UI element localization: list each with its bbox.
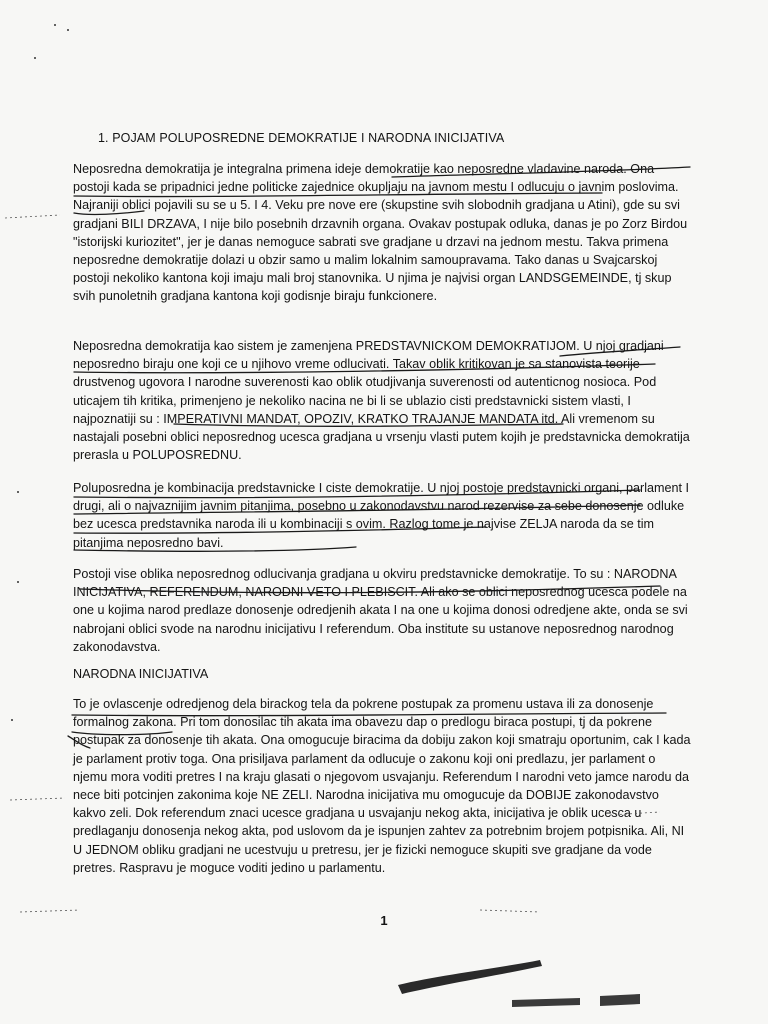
page-number: 1 [380,913,388,928]
paragraph-text: Postoji vise oblika neposrednog odlucivanja gradjana u okviru predstavnicke demokratije. To su : NARODNA INICIJATIVA, REFERENDUM, NARODNI VETO I PLEBISCIT. Ali ako se oblici neposrednog ucesca podele na one u kojima narod predlaze donosenje odredjenih akata I na one u kojima donosi odredjene akte, onda se svi nabrojani oblici svode na narodnu inicijativu I referendum. Oba institute su ustanove neposrednog narodnog zakonodavstva. [73,567,688,654]
paragraph-text: Neposredna demokratija kao sistem je zamenjena PREDSTAVNICKOM DEMOKRATIJOM. U njoj gradjani neposredno biraju one koji ce u njihovo vreme odlucivati. Takav oblik kritikovan je sa stanovista teorije drustvenog ugovora I narodne suverenosti kao oblik otudjivanja suverenosti od autenticnog nosioca. Pod uticajem tih kritika, primenjeno je nekoliko nacina ne bi li se ublazio cisti predstavnicki sistem vlasti, I najpoznatiji su : IMPERATIVNI MANDAT, OPOZIV, KRATKO TRAJANJE MANDATA itd. Ali vremenom su nastajali posebni oblici neposrednog ucesca gradjana u vrsenju vlasti putem kojih je predstavnicka demokratija prerasla u POLUPOSREDNU. [73,339,690,463]
paragraph-direct-democracy [73,160,693,306]
scan-speck [17,491,19,493]
paragraph-representative-democracy [73,337,693,464]
scan-speck [67,29,69,31]
scan-noise [480,910,540,912]
scan-speck [11,719,13,721]
section-heading: 1. POJAM POLUPOSREDNE DEMOKRATIJE I NARODNA INICIJATIVA [98,131,505,145]
redaction-scribbles [398,960,640,1007]
subheading-narodna-inicijativa: NARODNA INICIJATIVA [73,667,209,681]
scan-speck [54,24,56,26]
redaction-scribble [600,994,640,1006]
scan-noise [10,798,65,800]
paragraph-text: Neposredna demokratija je integralna primena ideje demokratije kao neposredne vladavine naroda. Ona postoji kada se pripadnici jedne politicke zajednice okupljaju na javnom mestu I odlucuju o javnim poslovima. Najraniji oblici pojavili su se u 5. I 4. Veku pre nove ere (skupstine svih slobodnih gradjana u Atini), gde su svi gradjani BILI DRZAVA, I nije bilo posebnih drzavnih organa. Ovakav postupak odluka, danas je po Zorz Birdou "istorijski kuriozitet", jer je danas nemoguce sabrati sve gradjane u drzavi na jednom mestu. Takva primena neposredne demokratije dolazi u obzir samo u malim lokalnim samoupravama. Tako danas u Svajcarskoj postoji nekoliko kantona koji imaju mali broj stanovnika. U njima je najvisi organ LANDSGEMEINDE, tj skup svih punoletnih gradjana kantona koji godisnje biraju funkcionere. [73,162,688,304]
paragraph-peoples-initiative [73,695,693,877]
scan-speck [17,581,19,583]
redaction-scribble [512,998,580,1007]
redaction-scribble [398,960,542,994]
paragraph-forms-of-decision [73,565,693,656]
scan-noise [5,215,60,218]
scan-noise [20,910,80,912]
scan-speck [34,57,36,59]
paragraph-text: Poluposredna je kombinacija predstavnicke I ciste demokratije. U njoj postoje predstavnicki organi, parlament I drugi, ali o najvaznijim javnim pitanjima, posebno u zakonodavstvu narod rezervise za sebe donosenje odluke bez ucesca predstavnika naroda ili u kombinaciji s ovim. Razlog tome je najvise ZELJA naroda da se tim pitanjima neposredno bavi. [73,481,690,550]
paragraph-semi-direct-democracy [73,479,693,552]
paragraph-text: To je ovlascenje odredjenog dela birackog tela da pokrene postupak za promenu ustava ili za donosenje formalnog zakona. Pri tom donosilac tih akata ima obavezu dap o predlogu biraca postupi, tj da pokrene postupak za donosenje tih akata. Ona omogucuje biracima da dobiju zakon koji smatraju oportunim, cak I kada je parlament protiv toga. Ona prisiljava parlament da odlucuje o zakonu koji oni predlazu, jer parlament o njemu mora voditi pretres I na kraju glasati o njegovom usvajanju. Referendum I narodni veto jamce narodu da nece biti potcinjen zakonima koje NE ZELI. Narodna inicijativa mu omogucuje da DOBIJE zakonodavstvo kakvo zeli. Dok referendum znaci ucesce gradjana u usvajanju nekog akta, inicijativa je oblik ucesca u predlaganju donosenja nekog akta, pod uslovom da je ispunjen zahtev za potrebnim brojem potpisnika. Ali, NI U JEDNOM obliku gradjani ne ucestvuju u pretresu, jer je fizicki nemoguce skupiti sve gradjane da vode pretres. Raspravu je moguce voditi jedino u parlamentu. [73,697,691,875]
